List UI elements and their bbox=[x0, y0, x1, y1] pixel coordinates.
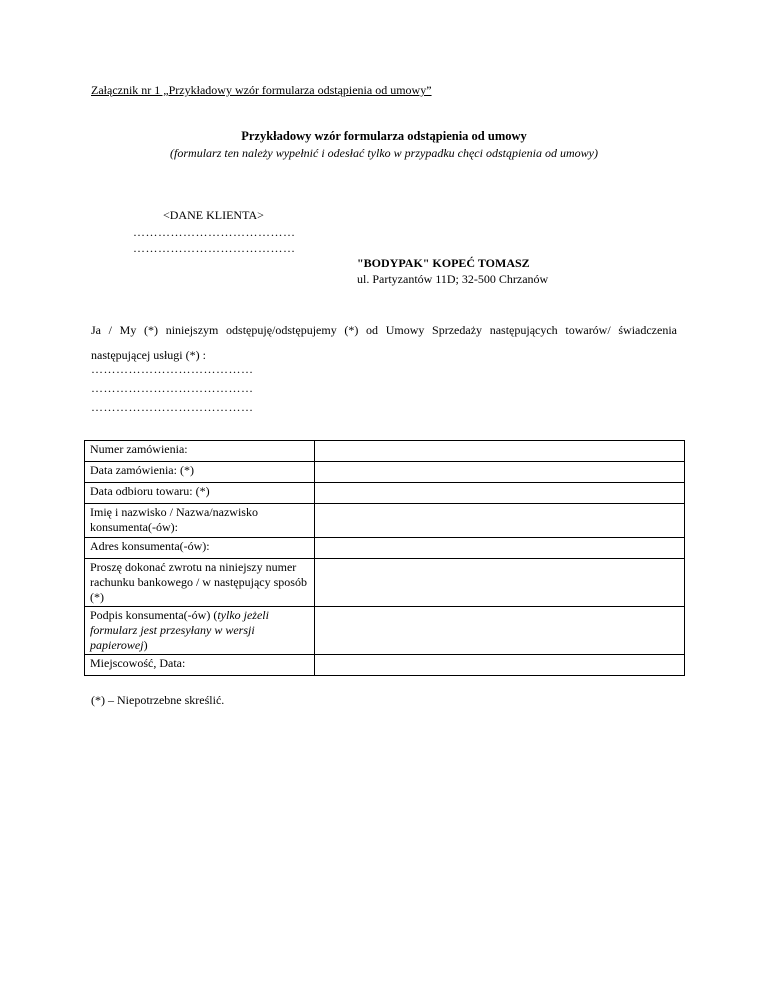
table-row bbox=[85, 538, 685, 559]
row-value-field[interactable] bbox=[315, 655, 685, 676]
row-value-field[interactable] bbox=[315, 462, 685, 483]
statement-dotted-line: ………………………………… bbox=[91, 381, 254, 395]
signature-label-close: ) bbox=[143, 638, 148, 652]
row-label: Imię i nazwisko / Nazwa/nazwisko konsumenta(-ów): bbox=[85, 504, 315, 538]
form-subtitle: (formularz ten należy wypełnić i odesłać tylko w przypadku chęci odstąpienia od umowy) bbox=[170, 146, 598, 160]
form-title: Przykładowy wzór formularza odstąpienia od umowy bbox=[241, 129, 527, 143]
row-value-field[interactable] bbox=[315, 483, 685, 504]
client-data-label: <DANE KLIENTA> bbox=[163, 208, 264, 222]
row-label: Data zamówienia: (*) bbox=[85, 462, 315, 483]
table-row bbox=[85, 559, 685, 607]
company-address: ul. Partyzantów 11D; 32-500 Chrzanów bbox=[357, 272, 549, 286]
client-dotted-line: ………………………………… bbox=[133, 241, 296, 255]
row-label: Adres konsumenta(-ów): bbox=[85, 538, 315, 559]
row-value-field[interactable] bbox=[315, 559, 685, 607]
company-name: "BODYPAK" KOPEĆ TOMASZ bbox=[357, 256, 530, 270]
statement-dotted-line: ………………………………… bbox=[91, 400, 254, 414]
withdrawal-form-table bbox=[84, 440, 685, 676]
withdrawal-statement: Ja / My (*) niniejszym odstępuję/odstępujemy (*) od Umowy Sprzedaży następujących towarów/ świadczenia następującej usługi (*) : bbox=[91, 323, 677, 362]
table-row bbox=[85, 483, 685, 504]
statement-dotted-line: ………………………………… bbox=[91, 362, 254, 376]
row-value-field[interactable] bbox=[315, 538, 685, 559]
client-dotted-line: ………………………………… bbox=[133, 225, 296, 239]
row-label bbox=[85, 607, 315, 655]
row-value-field[interactable] bbox=[315, 607, 685, 655]
table-row bbox=[85, 607, 685, 655]
row-label: Proszę dokonać zwrotu na niniejszy numer rachunku bankowego / w następujący sposób (*) bbox=[85, 559, 315, 607]
table-row bbox=[85, 441, 685, 462]
row-label: Numer zamówienia: bbox=[85, 441, 315, 462]
table-row bbox=[85, 504, 685, 538]
row-label: Miejscowość, Data: bbox=[85, 655, 315, 676]
signature-label-text: Podpis konsumenta(-ów) ( bbox=[90, 608, 218, 622]
signature-label-note: tylko jeżeli formularz jest przesyłany w wersji papierowej bbox=[90, 608, 269, 652]
footnote: (*) – Niepotrzebne skreślić. bbox=[91, 693, 225, 707]
attachment-heading: Załącznik nr 1 „Przykładowy wzór formularza odstąpienia od umowy” bbox=[91, 83, 432, 97]
row-value-field[interactable] bbox=[315, 504, 685, 538]
row-value-field[interactable] bbox=[315, 441, 685, 462]
table-row bbox=[85, 655, 685, 676]
table-row bbox=[85, 462, 685, 483]
row-label: Data odbioru towaru: (*) bbox=[85, 483, 315, 504]
